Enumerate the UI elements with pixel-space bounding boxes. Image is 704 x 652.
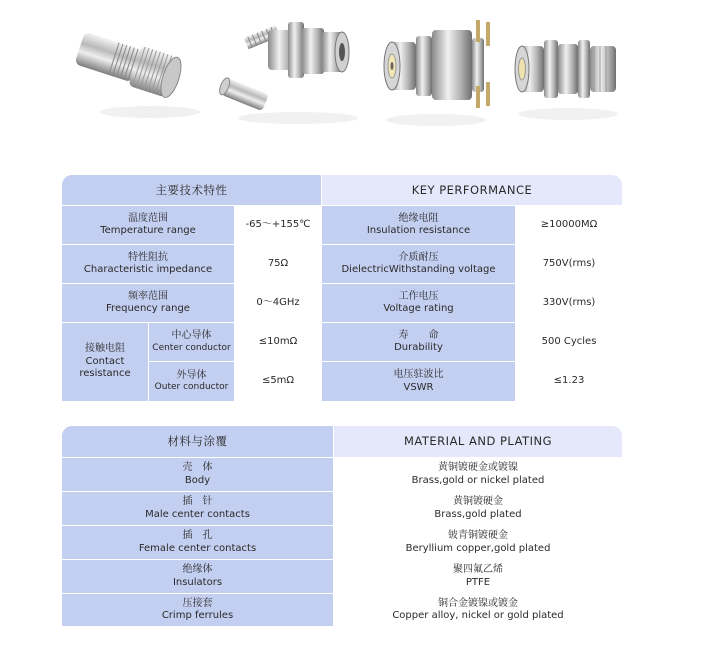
table-row-label (322, 284, 515, 322)
table-row-label (322, 245, 515, 283)
label-en: Insulators (172, 576, 223, 588)
straight-crimp-connector-image (73, 28, 185, 100)
label-en: VSWR (403, 381, 434, 393)
table-cell-value: 750V(rms) (516, 245, 622, 283)
performance-header-en: KEY PERFORMANCE (322, 175, 622, 205)
table-row-label (322, 362, 515, 401)
table-cell-value: 330V(rms) (516, 284, 622, 322)
center-conductor-value: ≤10mΩ (235, 323, 321, 361)
label-en: Frequency range (106, 303, 190, 314)
label-zh: 压接套 (182, 597, 213, 609)
table-cell-value: 75Ω (235, 245, 321, 283)
table-row-label (62, 284, 234, 322)
label-en: Voltage rating (383, 303, 454, 314)
table-row-label (62, 206, 234, 244)
material-row-label (62, 526, 333, 559)
label-en: Durability (394, 342, 443, 353)
material-row-label (62, 492, 333, 525)
label-zh: 中心导体 (171, 330, 212, 342)
label-zh: 介质耐压 (398, 251, 439, 263)
center-conductor-label (149, 323, 234, 361)
label-zh: 频率范围 (128, 290, 168, 302)
material-row-label (62, 458, 333, 491)
material-en: PTFE (465, 576, 491, 588)
panel-mount-connector-image (218, 22, 349, 111)
outer-conductor-value: ≤5mΩ (235, 362, 321, 401)
material-row-label (62, 560, 333, 593)
label-zh: 壳 体 (182, 462, 213, 473)
material-zh: 铍青铜镀硬金 (448, 530, 508, 541)
label-en: Female center contacts (138, 542, 257, 554)
label-en: resistance (79, 368, 131, 380)
label-en: Body (184, 474, 211, 486)
material-zh: 黄铜镀硬金 (453, 496, 503, 507)
material-en: Brass,gold plated (434, 508, 522, 520)
label-en: Insulation resistance (366, 225, 471, 236)
material-en: Brass,gold or nickel plated (411, 474, 545, 486)
table-cell-value: -65～+155℃ (235, 206, 321, 244)
material-plating-table (62, 426, 622, 626)
material-row-value (334, 492, 622, 525)
label-zh: 寿 命 (398, 329, 439, 341)
label-zh: 电压驻波比 (393, 369, 444, 380)
label-en: Male center contacts (145, 508, 250, 520)
material-row-value (334, 458, 622, 491)
label-zh: 插 针 (182, 496, 213, 507)
label-en: DielectricWithstanding voltage (341, 264, 496, 275)
label-zh: 特性阻抗 (128, 251, 168, 263)
label-en: Characteristic impedance (83, 264, 213, 275)
table-row-label (322, 206, 515, 244)
table-cell-value: ≥10000MΩ (516, 206, 622, 244)
outer-conductor-label (149, 362, 234, 401)
label-zh: 接触电阻 (85, 343, 125, 355)
label-zh: 绝缘体 (182, 564, 213, 575)
material-zh: 聚四氟乙烯 (453, 564, 503, 575)
bulkhead-adapter-image (515, 40, 616, 98)
performance-header-zh: 主要技术特性 (62, 175, 321, 205)
product-photos (0, 0, 704, 150)
label-zh: 工作电压 (398, 290, 439, 302)
materials-header-en: MATERIAL AND PLATING (334, 426, 622, 457)
contact-resistance-label (62, 323, 148, 401)
table-cell-value: 0～4GHz (235, 284, 321, 322)
material-row-value (334, 594, 622, 626)
key-performance-table (62, 175, 622, 401)
label-en: Center conductor (152, 342, 231, 353)
table-row-label (62, 245, 234, 283)
table-cell-value: 500 Cycles (516, 323, 622, 361)
table-row-label (322, 323, 515, 361)
table-cell-value: ≤1.23 (516, 362, 622, 401)
material-row-value (334, 560, 622, 593)
label-en: Contact (85, 355, 125, 367)
material-row-value (334, 526, 622, 559)
material-zh: 黄铜镀硬金或镀镍 (438, 462, 518, 473)
materials-header-zh: 材料与涂覆 (62, 426, 333, 457)
pcb-mount-jack-image (384, 20, 490, 108)
label-zh: 温度范围 (128, 212, 168, 224)
material-en: Beryllium copper,gold plated (405, 542, 551, 554)
label-en: Temperature range (100, 225, 196, 236)
material-zh: 铜合金镀镍或镀金 (438, 597, 518, 609)
label-zh: 插 孔 (182, 530, 213, 541)
label-zh: 外导体 (176, 369, 207, 381)
label-en: Crimp ferrules (161, 610, 234, 621)
material-row-label (62, 594, 333, 626)
label-zh: 绝缘电阻 (398, 212, 439, 224)
material-en: Copper alloy, nickel or gold plated (392, 610, 564, 621)
label-en: Outer conductor (154, 382, 229, 393)
